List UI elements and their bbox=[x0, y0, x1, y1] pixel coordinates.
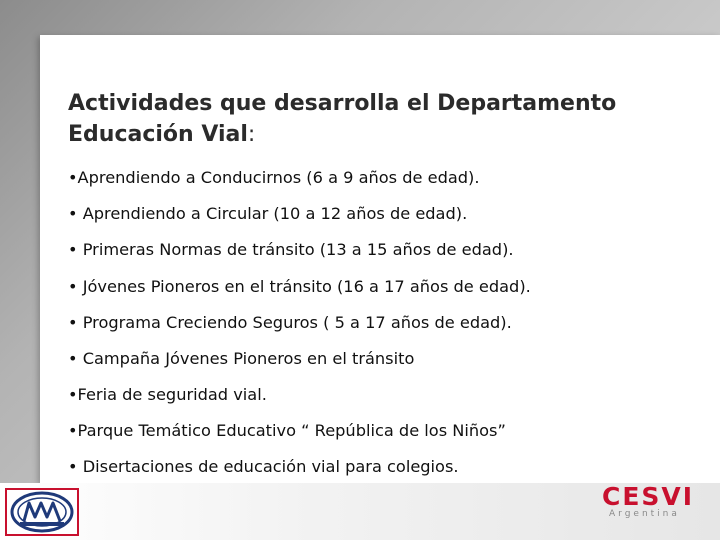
list-item: • Disertaciones de educación vial para colegios. bbox=[68, 457, 459, 476]
list-item: • Primeras Normas de tránsito (13 a 15 años de edad). bbox=[68, 240, 514, 259]
list-item: •Aprendiendo a Conducirnos (6 a 9 años de edad). bbox=[68, 168, 480, 187]
slide-title-colon: : bbox=[247, 122, 256, 147]
amm-logo-icon bbox=[7, 490, 77, 534]
amm-logo bbox=[5, 488, 79, 536]
cesvi-logo-name: CESVI bbox=[602, 482, 695, 511]
cesvi-logo bbox=[602, 483, 702, 523]
list-item: • Campaña Jóvenes Pioneros en el tránsito bbox=[68, 349, 415, 368]
cesvi-logo-subtitle: Argentina bbox=[609, 509, 680, 519]
list-item: • Programa Creciendo Seguros ( 5 a 17 años de edad). bbox=[68, 313, 512, 332]
list-item: •Parque Temático Educativo “ República de los Niños” bbox=[68, 421, 506, 440]
list-item: • Jóvenes Pioneros en el tránsito (16 a 17 años de edad). bbox=[68, 277, 531, 296]
list-item: •Feria de seguridad vial. bbox=[68, 385, 267, 404]
slide-title-text: Actividades que desarrolla el Departamento Educación Vial bbox=[68, 91, 617, 147]
list-item: • Aprendiendo a Circular (10 a 12 años de edad). bbox=[68, 204, 468, 223]
slide-title bbox=[68, 88, 668, 150]
